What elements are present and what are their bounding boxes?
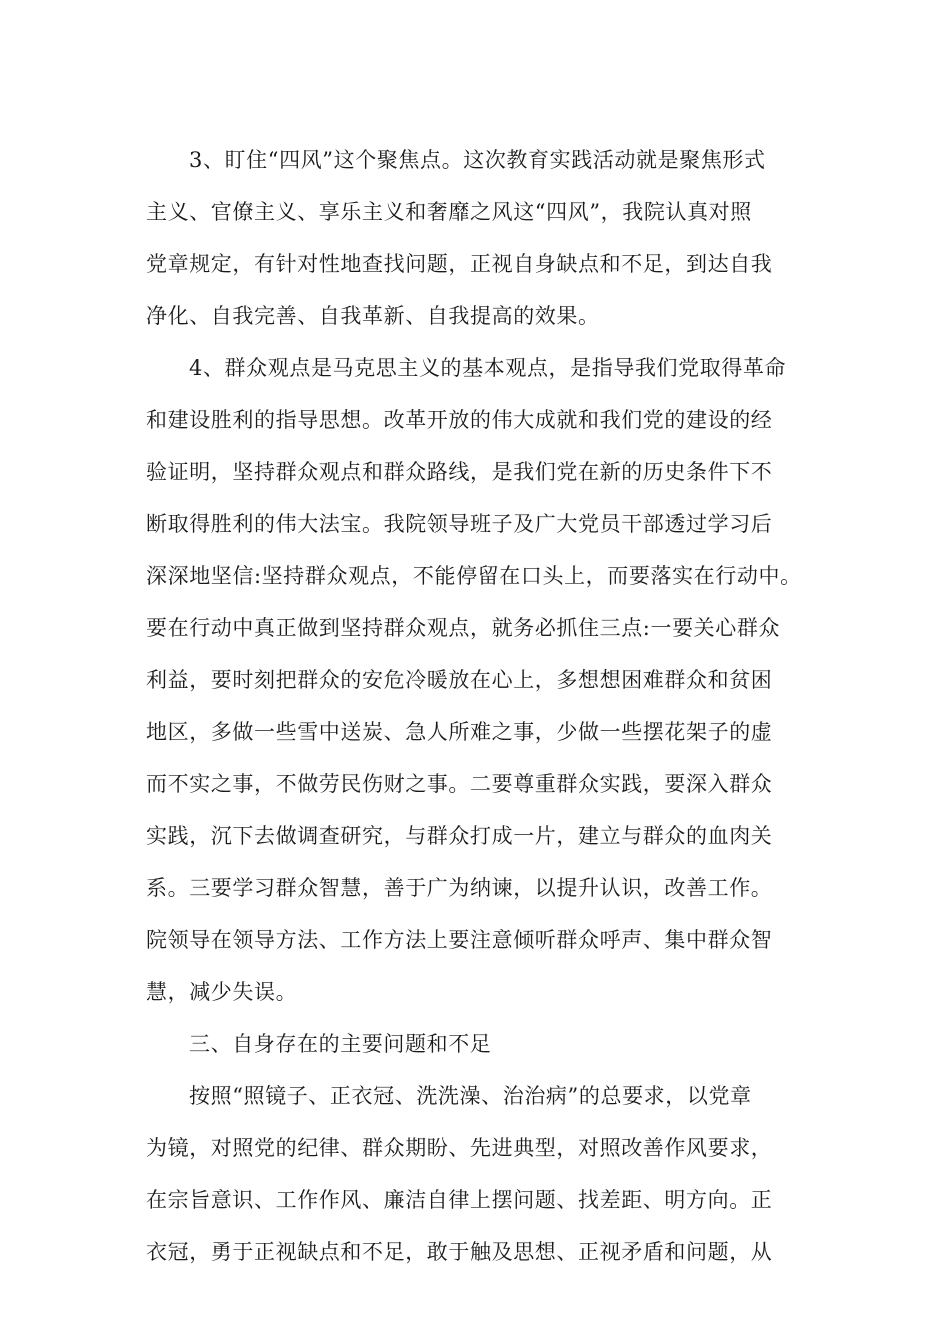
paragraph-line: 4、群众观点是马克思主义的基本观点，是指导我们党取得革命 [189,356,787,380]
paragraph-line: 为镜，对照党的纪律、群众期盼、先进典型，对照改善作风要求， [146,1136,773,1160]
paragraph-line: 地区，多做一些雪中送炭、急人所难之事，少做一些摆花架子的虚 [146,720,773,744]
paragraph-line: 断取得胜利的伟大法宝。我院领导班子及广大党员干部透过学习后 [146,512,773,536]
paragraph-line: 慧，减少失误。 [146,980,298,1004]
paragraph-line: 系。三要学习群众智慧，善于广为纳谏，以提升认识，改善工作。 [146,876,773,900]
document-body [146,134,816,1278]
paragraph-line: 深深地坚信:坚持群众观点，不能停留在口头上，而要落实在行动中。 [146,564,802,588]
paragraph-line: 衣冠，勇于正视缺点和不足，敢于触及思想、正视矛盾和问题，从 [146,1240,773,1264]
paragraph-line: 党章规定，有针对性地查找问题，正视自身缺点和不足，到达自我 [146,252,773,276]
paragraph-line: 要在行动中真正做到坚持群众观点，就务必抓住三点:一要关心群众 [146,616,781,640]
paragraph-line: 而不实之事，不做劳民伤财之事。二要尊重群众实践，要深入群众 [146,772,773,796]
paragraph-line: 主义、官僚主义、享乐主义和奢靡之风这“四风”，我院认真对照 [146,200,752,224]
paragraph-line: 利益，要时刻把群众的安危冷暖放在心上，多想想困难群众和贫困 [146,668,773,692]
paragraph-line: 净化、自我完善、自我革新、自我提高的效果。 [146,304,600,328]
paragraph-line: 和建设胜利的指导思想。改革开放的伟大成就和我们党的建设的经 [146,408,773,432]
paragraph-line: 在宗旨意识、工作作风、廉洁自律上摆问题、找差距、明方向。正 [146,1188,773,1212]
paragraph-line: 3、盯住“四风”这个聚焦点。这次教育实践活动就是聚焦形式 [189,148,766,172]
paragraph-line: 院领导在领导方法、工作方法上要注意倾听群众呼声、集中群众智 [146,928,773,952]
paragraph-line: 验证明，坚持群众观点和群众路线，是我们党在新的历史条件下不 [146,460,773,484]
paragraph-line: 实践，沉下去做调查研究，与群众打成一片，建立与群众的血肉关 [146,824,773,848]
paragraph-line: 按照“照镜子、正衣冠、洗洗澡、治治病”的总要求，以党章 [189,1084,752,1108]
section-heading: 三、自身存在的主要问题和不足 [189,1032,492,1056]
